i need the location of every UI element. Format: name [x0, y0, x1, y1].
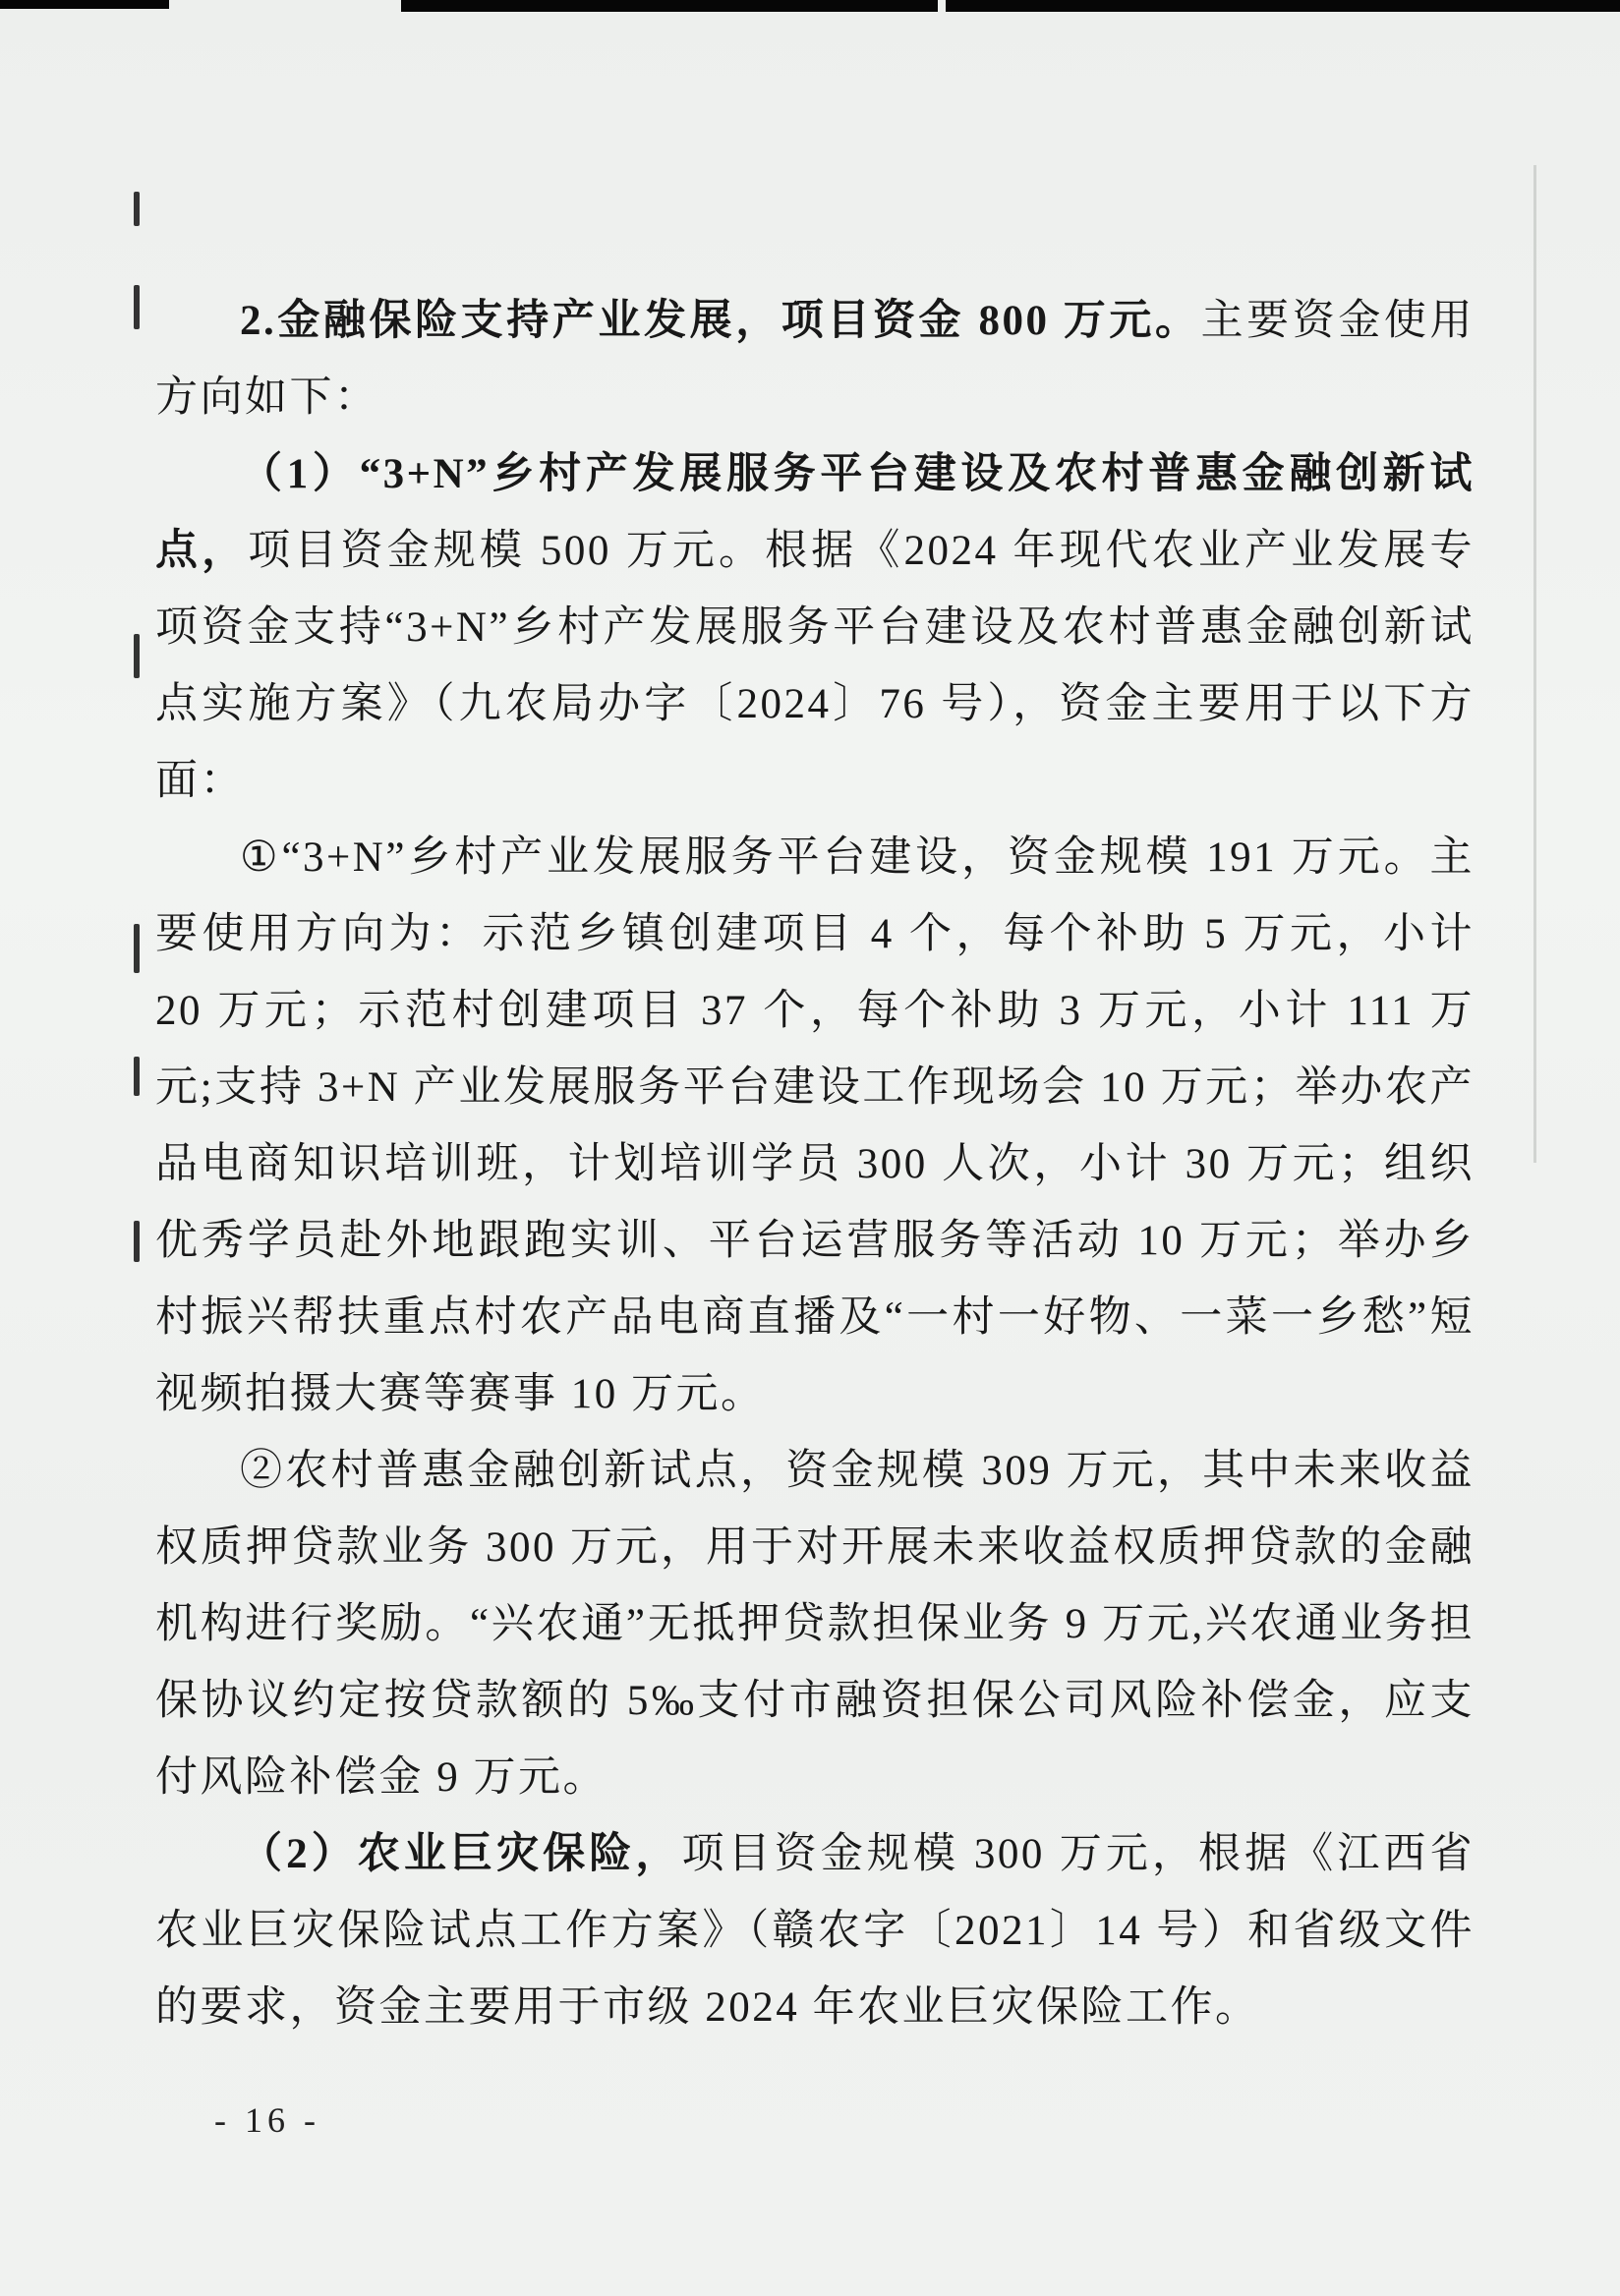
document-body: [155, 283, 1475, 2046]
paragraph-finance-insurance-summary: [155, 283, 1475, 436]
scan-bar-segment: [946, 0, 1620, 12]
page-number: - 16 -: [214, 2100, 320, 2140]
paragraph-subitem-2-inclusive-finance-pilot: [155, 1433, 1475, 1816]
paragraph-text: 项目资金规模 500 万元。根据《2024 年现代农业产业发展专项资金支持“3+N”乡村产发展服务平台建设及农村普惠金融创新试点实施方案》（九农局办字〔2024〕76 号），资金主要用于以下方面：: [155, 528, 1475, 804]
paragraph-item-2-agricultural-catastrophe-insurance: [155, 1816, 1475, 2046]
scan-edge-mark: [134, 1221, 140, 1262]
paragraph-lead-bold: 2.金融保险支持产业发展，项目资金 800 万元。: [240, 298, 1201, 344]
scan-edge-mark: [134, 285, 140, 329]
scan-bar-segment: [0, 0, 169, 9]
paragraph-text: 项目资金规模 300 万元，根据《江西省农业巨灾保险试点工作方案》（赣农字〔2021〕14 号）和省级文件的要求，资金主要用于市级 2024 年农业巨灾保险工作。: [155, 1831, 1475, 2031]
paragraph-text: 主要资金使用方向如下：: [155, 298, 1475, 421]
paragraph-text: ②农村普惠金融创新试点，资金规模 309 万元，其中未来收益权质押贷款业务 300 万元，用于对开展未来收益权质押贷款的金融机构进行奖励。“兴农通”无抵押贷款担保业务 9 万元,兴农通业务担保协议约定按贷款额的 5‰支付市融资担保公司风险补偿金，应支付风险补偿金 9 万元。: [155, 1448, 1475, 1801]
scan-streak: [1533, 165, 1536, 1163]
paragraph-lead-bold: （1）“3+N”乡村产发展服务平台建设及农村普惠金融创新试点，: [155, 451, 1475, 574]
paragraph-text: ①“3+N”乡村产业发展服务平台建设，资金规模 191 万元。主要使用方向为：示范乡镇创建项目 4 个，每个补助 5 万元，小计 20 万元；示范村创建项目 37 个，每个补助 3 万元，小计 111 万元;支持 3+N 产业发展服务平台建设工作现场会 10 万元；举办农产品电商知识培训班，计划培训学员 300 人次，小计 30 万元；组织优秀学员赴外地跟跑实训、平台运营服务等活动 10 万元；举办乡村振兴帮扶重点村农产品电商直播及“一村一好物、一菜一乡愁”短视频拍摄大赛等赛事 10 万元。: [155, 834, 1475, 1417]
paragraph-subitem-1-platform-construction: [155, 820, 1475, 1433]
paragraph-lead-bold: （2）农业巨灾保险，: [240, 1831, 682, 1877]
scan-edge-mark: [134, 924, 140, 973]
scan-bar-segment: [401, 0, 938, 12]
paragraph-item-1-platform-and-inclusive-finance: [155, 436, 1475, 820]
scan-edge-mark: [134, 1057, 140, 1096]
scan-edge-mark: [134, 192, 140, 226]
scan-edge-mark: [134, 634, 140, 678]
